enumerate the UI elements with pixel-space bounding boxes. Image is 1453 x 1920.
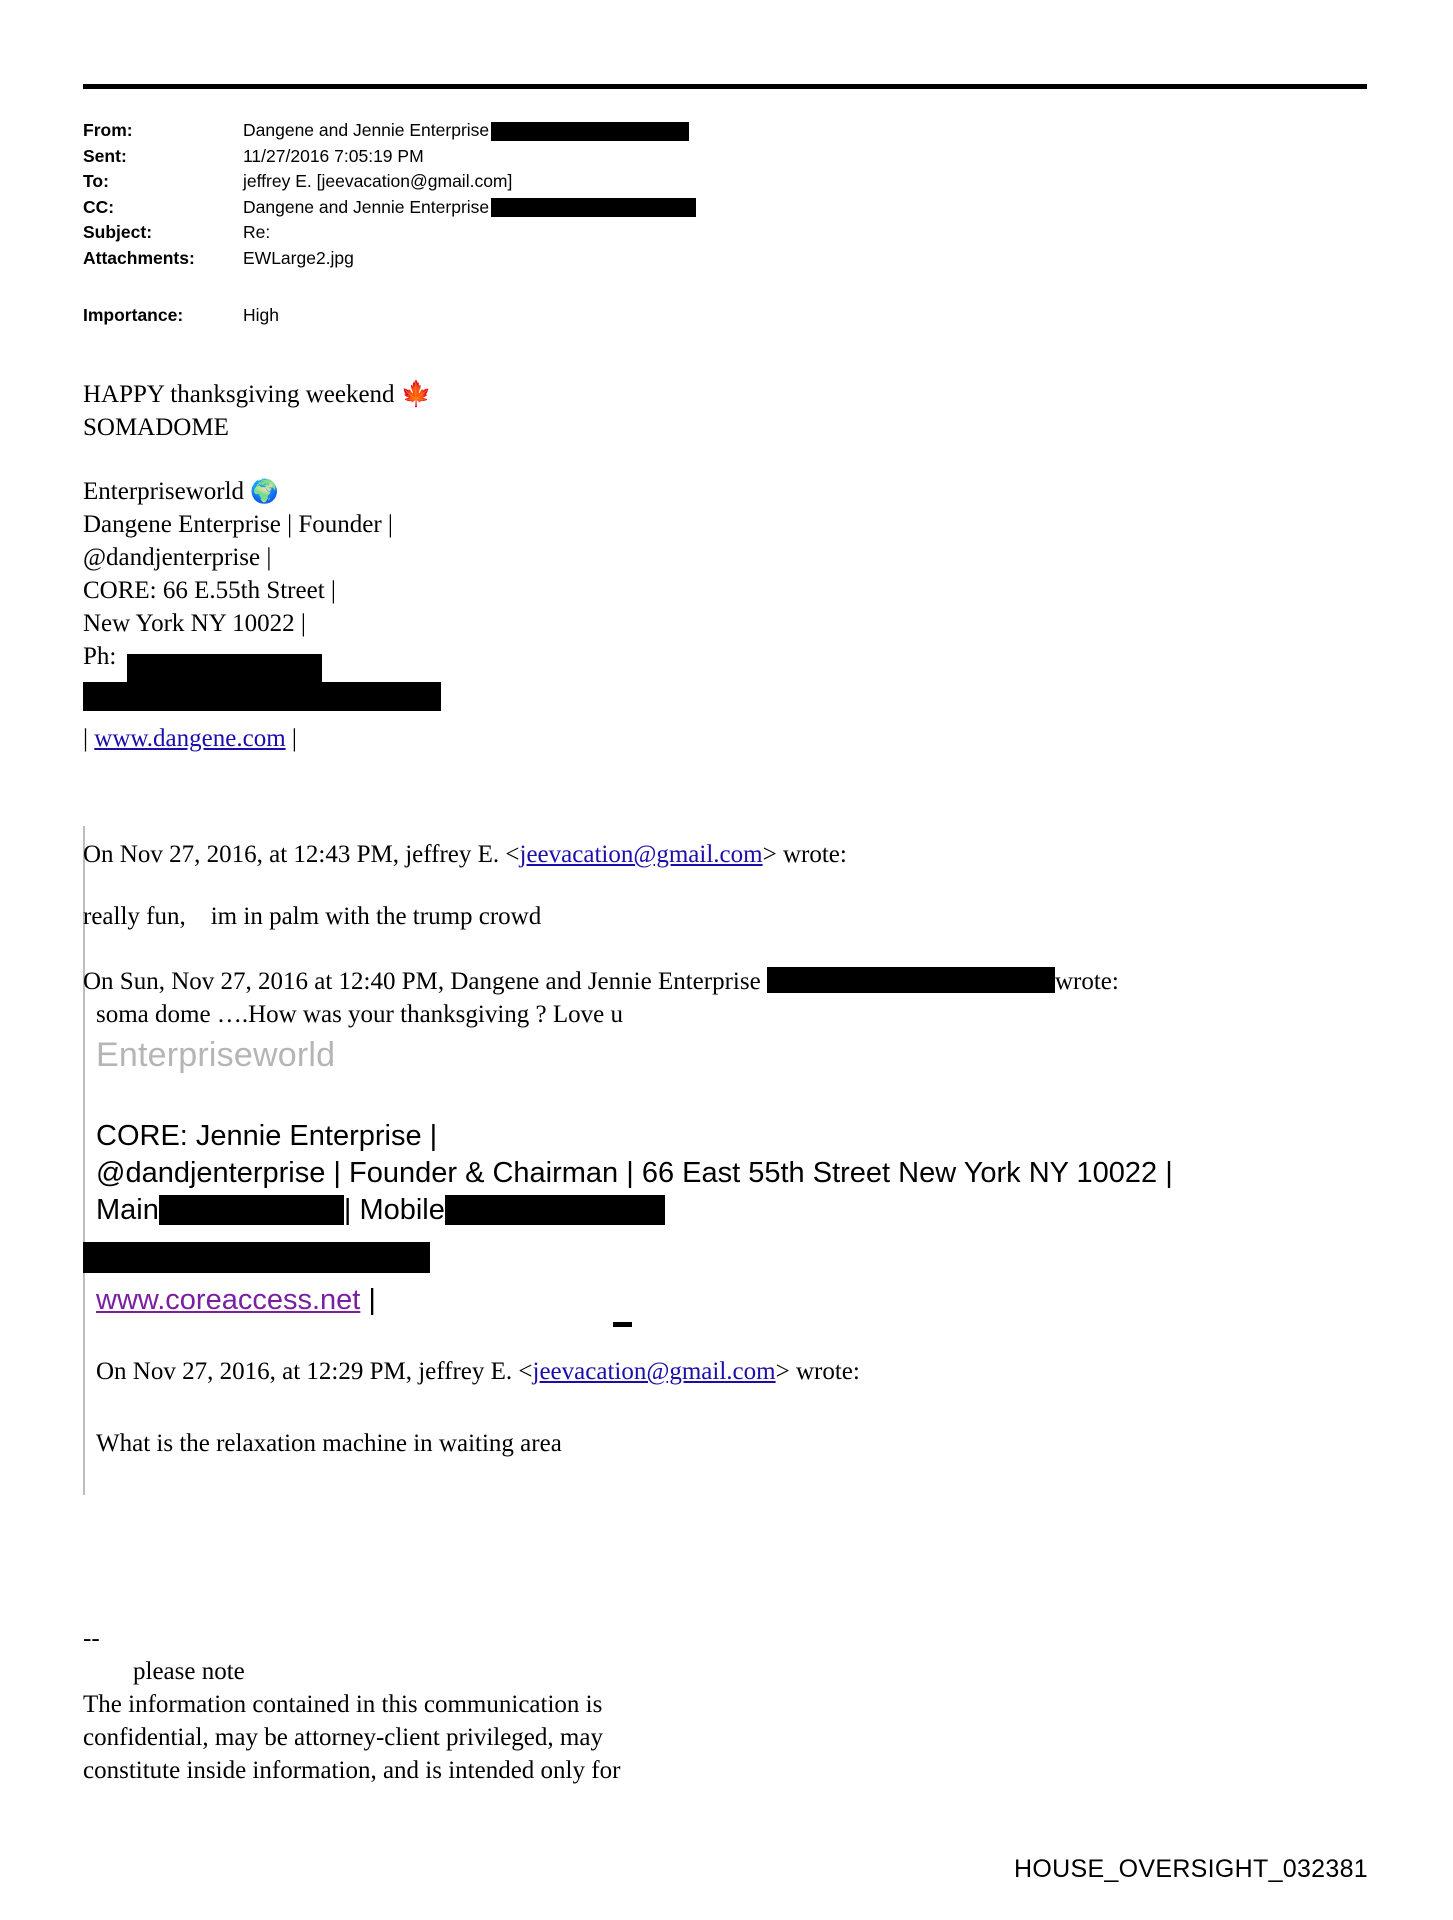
- separator-dash: [613, 1322, 632, 1327]
- email-header-block: [83, 118, 1343, 329]
- quote-header-1: [83, 838, 1343, 871]
- quote-header-2: [83, 965, 1363, 998]
- greeting-line-2: SOMADOME: [83, 414, 229, 441]
- redaction-bar-core-main: [159, 1195, 344, 1225]
- quote-1-suffix: > wrote:: [762, 841, 847, 868]
- core-mobile-label: | Mobile: [343, 1194, 445, 1226]
- redaction-bar-phone-1: [127, 654, 322, 682]
- enterpriseworld-logo: Enterpriseworld: [96, 1036, 336, 1074]
- website-suffix: |: [291, 725, 297, 752]
- header-label-to: To:: [83, 171, 109, 191]
- core-signature-block: [96, 1118, 1366, 1229]
- signature-line-1: Dangene Enterprise | Founder |: [83, 511, 393, 538]
- signature-phone-line: Ph:: [83, 643, 117, 670]
- redaction-bar-cc: [491, 198, 696, 217]
- core-website-line: [96, 1284, 376, 1317]
- maple-leaf-icon: 🍁: [400, 381, 432, 408]
- disclaimer-block: [83, 1622, 1083, 1787]
- quote-body-3: What is the relaxation machine in waiting area: [96, 1430, 562, 1457]
- signature-block: [83, 475, 1333, 673]
- quote-body-2: soma dome ….How was your thanksgiving ? Love u: [96, 1001, 624, 1028]
- redaction-bar-from: [491, 122, 689, 141]
- header-divider-rule: [83, 84, 1367, 89]
- quote-3-email-link[interactable]: jeevacation@gmail.com: [532, 1358, 776, 1385]
- header-row-cc: [83, 195, 1343, 221]
- signature-brand-line: [83, 475, 1333, 508]
- header-label-from: From:: [83, 120, 133, 140]
- disclaimer-line-3: constitute inside information, and is intended only for: [83, 1757, 621, 1784]
- core-signature-line-2: @dandjenterprise | Founder & Chairman | 66 East 55th Street New York NY 10022 |: [96, 1157, 1173, 1189]
- redaction-bar-core-extra: [83, 1242, 430, 1273]
- core-signature-phone-line: [96, 1192, 1366, 1229]
- core-main-label: Main: [96, 1194, 159, 1226]
- header-value-sent: 11/27/2016 7:05:19 PM: [243, 145, 424, 166]
- signature-line-2: @dandjenterprise |: [83, 544, 272, 571]
- bates-number: HOUSE_OVERSIGHT_032381: [1014, 1855, 1368, 1883]
- quote-3-suffix: > wrote:: [775, 1358, 860, 1385]
- dangene-website-link[interactable]: www.dangene.com: [94, 725, 286, 752]
- disclaimer-note: please note: [133, 1658, 245, 1685]
- header-label-subject: Subject:: [83, 222, 153, 242]
- redaction-bar-quote-2-email: [767, 967, 1055, 993]
- message-body-top: [83, 378, 1333, 444]
- quote-body-1: really fun, im in palm with the trump crowd: [83, 903, 542, 930]
- core-website-suffix: |: [368, 1284, 376, 1316]
- header-value-from: Dangene and Jennie Enterprise: [243, 120, 490, 140]
- redaction-bar-phone-2: [83, 682, 441, 711]
- header-value-subject: Re:: [243, 222, 271, 242]
- header-label-cc: CC:: [83, 196, 115, 217]
- quote-1-prefix: On Nov 27, 2016, at 12:43 PM, jeffrey E. <: [83, 841, 520, 868]
- header-label-sent: Sent:: [83, 145, 127, 166]
- greeting-line-1: [83, 378, 1333, 411]
- header-value-cc: Dangene and Jennie Enterprise: [243, 196, 490, 217]
- quote-3-prefix: On Nov 27, 2016, at 12:29 PM, jeffrey E. <: [96, 1358, 533, 1385]
- quote-2-suffix: wrote:: [1054, 968, 1119, 995]
- signature-line-3: CORE: 66 E.55th Street |: [83, 577, 336, 604]
- quote-header-3: [96, 1355, 1356, 1388]
- header-row-from: [83, 118, 1343, 144]
- greeting-text: HAPPY thanksgiving weekend: [83, 381, 395, 408]
- quote-2-prefix: On Sun, Nov 27, 2016 at 12:40 PM, Dangene and Jennie Enterprise: [83, 968, 767, 995]
- core-signature-line-1: CORE: Jennie Enterprise |: [96, 1120, 438, 1152]
- header-row-importance: [83, 303, 1343, 329]
- header-row-sent: [83, 144, 1343, 170]
- header-row-subject: [83, 220, 1343, 246]
- globe-icon: 🌍: [250, 479, 279, 504]
- disclaimer-line-1: The information contained in this communication is: [83, 1691, 603, 1718]
- quote-1-email-link[interactable]: jeevacation@gmail.com: [519, 841, 763, 868]
- header-row-attachments: [83, 246, 1343, 272]
- header-spacer: [83, 271, 1343, 303]
- header-value-to: jeffrey E. [jeevacation@gmail.com]: [243, 171, 513, 191]
- redaction-bar-core-mobile: [445, 1195, 665, 1225]
- header-row-to: [83, 169, 1343, 195]
- header-value-attachments: EWLarge2.jpg: [243, 247, 354, 268]
- signature-brand: Enterpriseworld: [83, 478, 245, 505]
- header-label-attachments: Attachments:: [83, 247, 195, 268]
- header-label-importance: Importance:: [83, 305, 184, 325]
- disclaimer-dashes: --: [83, 1625, 100, 1652]
- disclaimer-note-line: [83, 1655, 1083, 1688]
- coreaccess-website-link[interactable]: www.coreaccess.net: [96, 1284, 361, 1316]
- signature-website-line: [83, 722, 297, 755]
- website-prefix: |: [83, 725, 89, 752]
- disclaimer-line-2: confidential, may be attorney-client privileged, may: [83, 1724, 603, 1751]
- signature-line-4: New York NY 10022 |: [83, 610, 306, 637]
- header-value-importance: High: [243, 305, 279, 325]
